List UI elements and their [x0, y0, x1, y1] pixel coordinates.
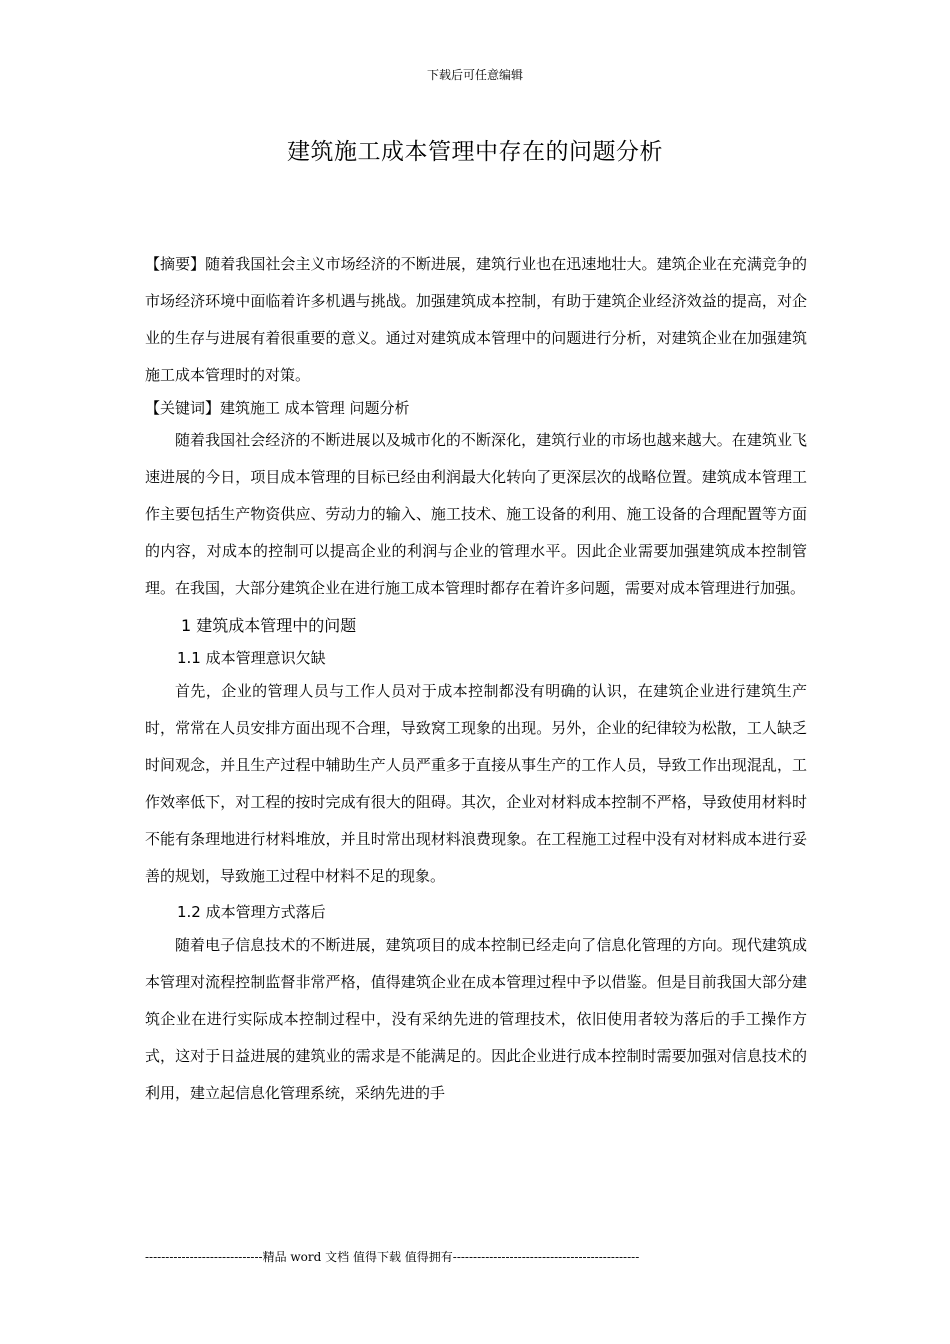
- subsection-heading-1-2: 1.2 成本管理方式落后: [177, 903, 326, 921]
- abstract-paragraph: 【摘要】随着我国社会主义市场经济的不断进展，建筑行业也在迅速地壮大。建筑企业在充满竞争的市场经济环境中面临着许多机遇与挑战。加强建筑成本控制，有助于建筑企业经济效益的提高，对企业的生存与进展有着很重要的意义。通过对建筑成本管理中的问题进行分析，对建筑企业在加强建筑施工成本管理时的对策。: [145, 255, 807, 384]
- subsection-1-1-paragraph: 首先，企业的管理人员与工作人员对于成本控制都没有明确的认识，在建筑企业进行建筑生产时，常常在人员安排方面出现不合理，导致窝工现象的出现。另外，企业的纪律较为松散，工人缺乏时间观念，并且生产过程中辅助生产人员严重多于直接从事生产的工作人员，导致工作出现混乱，工作效率低下，对工程的按时完成有很大的阻碍。其次，企业对材料成本控制不严格，导致使用材料时不能有条理地进行材料堆放，并且时常出现材料浪费现象。在工程施工过程中没有对材料成本进行妥善的规划，导致施工过程中材料不足的现象。: [145, 682, 807, 885]
- document-body: [145, 246, 807, 1112]
- document-title: 建筑施工成本管理中存在的问题分析: [287, 139, 663, 165]
- keywords-line: 【关键词】建筑施工 成本管理 问题分析: [145, 399, 410, 417]
- header-note: 下载后可任意编辑: [426, 68, 523, 82]
- subsection-heading-1-1: 1.1 成本管理意识欠缺: [177, 649, 326, 667]
- section-heading-1: 1 建筑成本管理中的问题: [181, 616, 357, 635]
- intro-paragraph: 随着我国社会经济的不断进展以及城市化的不断深化，建筑行业的市场也越来越大。在建筑业飞速进展的今日，项目成本管理的目标已经由利润最大化转向了更深层次的战略位置。建筑成本管理工作主要包括生产物资供应、劳动力的输入、施工技术、施工设备的利用、施工设备的合理配置等方面的内容，对成本的控制可以提高企业的利润与企业的管理水平。因此企业需要加强建筑成本控制管理。在我国，大部分建筑企业在进行施工成本管理时都存在着许多问题，需要对成本管理进行加强。: [145, 431, 807, 597]
- footer-note: -----------------------------精品 word 文档 值得下载 值得拥有----------------------------------------------: [145, 1250, 640, 1264]
- subsection-1-2-paragraph: 随着电子信息技术的不断进展，建筑项目的成本控制已经走向了信息化管理的方向。现代建筑成本管理对流程控制监督非常严格，值得建筑企业在成本管理过程中予以借鉴。但是目前我国大部分建筑企业在进行实际成本控制过程中，没有采纳先进的管理技术，依旧使用者较为落后的手工操作方式，这对于日益进展的建筑业的需求是不能满足的。因此企业进行成本控制时需要加强对信息技术的利用，建立起信息化管理系统，采纳先进的手: [145, 936, 807, 1102]
